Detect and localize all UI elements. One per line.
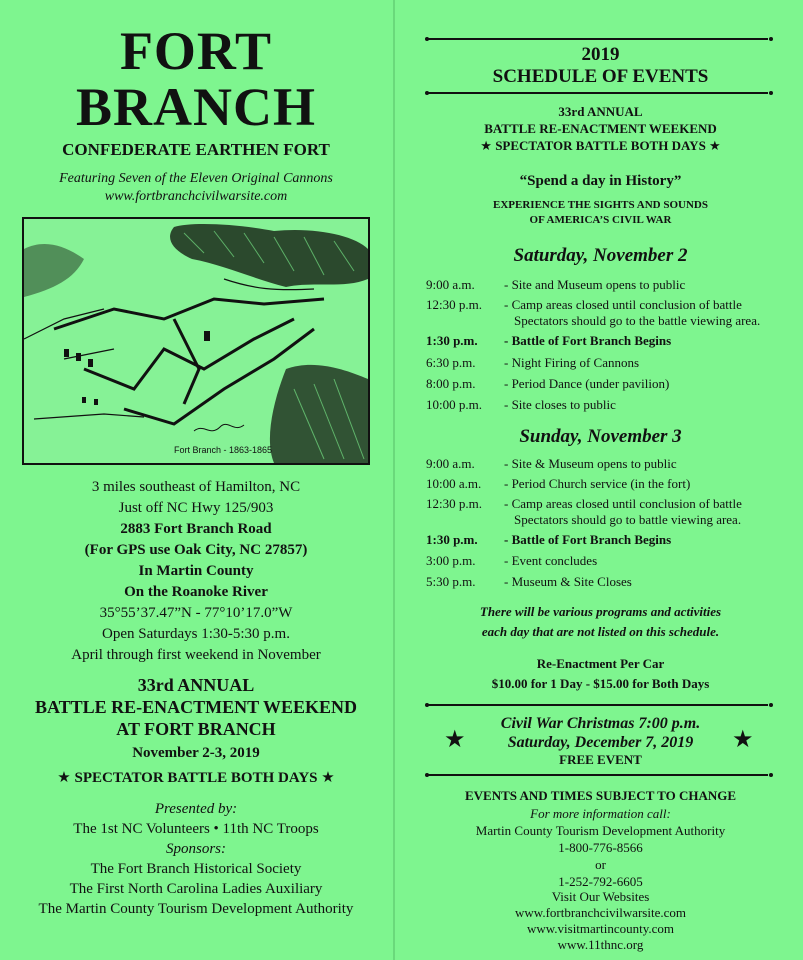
event-desc: - Site and Museum opens to public — [504, 277, 686, 292]
rule-christmas-bottom — [428, 774, 768, 776]
title-line-2: BRANCH — [75, 77, 316, 137]
presented-by-label: Presented by: — [154, 801, 238, 817]
illustration-caption: Fort Branch - 1863-1865 — [174, 445, 273, 455]
featuring-text: Featuring Seven of the Eleven Original Cannons — [59, 171, 333, 186]
event-desc: - Site & Museum opens to public — [504, 456, 677, 471]
website-3: www.11thnc.org — [557, 937, 644, 952]
star-icon: ★ — [732, 725, 754, 753]
rule-dot — [769, 773, 773, 777]
event-desc: - Battle of Fort Branch Begins — [504, 532, 672, 547]
title-line-1: FORT — [119, 21, 273, 81]
saturday-row-2 — [426, 297, 796, 331]
fort-illustration — [22, 217, 370, 465]
schedule-spectator-line — [398, 138, 803, 155]
address: 2883 Fort Branch Road — [120, 521, 272, 537]
sponsor-1: The Fort Branch Historical Society — [90, 861, 302, 877]
schedule-annual-line-2: BATTLE RE-ENACTMENT WEEKEND — [484, 121, 717, 136]
hours: Open Saturdays 1:30-5:30 p.m. — [102, 626, 290, 642]
season: April through first weekend in November — [71, 647, 321, 663]
programs-line-2: each day that are not listed on this schedule. — [481, 624, 720, 639]
experience-line-2: OF AMERICA’S CIVIL WAR — [529, 214, 672, 226]
presenters: The 1st NC Volunteers • 11th NC Troops — [73, 821, 319, 837]
phone-1: 1-800-776-8566 — [558, 840, 643, 855]
event-desc: - Camp areas closed until conclusion of battle — [504, 297, 742, 312]
star-icon: ★ — [57, 768, 71, 786]
schedule-title: SCHEDULE OF EVENTS — [492, 66, 709, 87]
price: $10.00 for 1 Day - $15.00 for Both Days — [491, 676, 710, 691]
sponsor-3: The Martin County Tourism Development Authority — [38, 901, 354, 917]
event-time: 8:00 p.m. — [426, 376, 476, 391]
price-label: Re-Enactment Per Car — [536, 656, 665, 671]
website-2: www.visitmartincounty.com — [526, 921, 675, 936]
more-info: For more information call: — [530, 806, 671, 821]
sunday-heading: Sunday, November 3 — [519, 426, 682, 447]
star-icon: ★ — [444, 725, 466, 753]
event-desc: - Site closes to public — [504, 397, 616, 412]
gps-note: (For GPS use Oak City, NC 27857) — [84, 542, 308, 558]
spectator-text: SPECTATOR BATTLE BOTH DAYS — [74, 770, 318, 786]
rule-dot — [769, 91, 773, 95]
schedule-annual-line-1: 33rd ANNUAL — [558, 104, 643, 119]
sunday-row-3 — [426, 496, 796, 530]
or-text: or — [595, 857, 606, 872]
event-time: 10:00 a.m. — [426, 476, 482, 491]
event-desc-line-2: Spectators should go to the battle viewing area. — [514, 313, 761, 328]
event-desc: - Camp areas closed until conclusion of battle — [504, 496, 742, 511]
event-time: 5:30 p.m. — [426, 574, 476, 589]
rule-under-title — [428, 92, 768, 94]
event-desc: - Battle of Fort Branch Begins — [504, 333, 672, 348]
rule-dot — [425, 703, 429, 707]
rule-christmas-top — [428, 704, 768, 706]
star-icon: ★ — [480, 139, 492, 154]
phone-2: 1-252-792-6605 — [558, 874, 643, 889]
fold-divider — [393, 0, 395, 960]
rule-dot — [425, 37, 429, 41]
event-desc: - Night Firing of Cannons — [504, 355, 640, 370]
quote: “Spend a day in History” — [519, 173, 682, 189]
experience-line-1: EXPERIENCE THE SIGHTS AND SOUNDS — [493, 199, 708, 211]
location-line-1: 3 miles southeast of Hamilton, NC — [91, 479, 301, 495]
saturday-heading: Saturday, November 2 — [513, 245, 688, 266]
left-panel — [0, 0, 392, 960]
right-panel — [398, 0, 803, 960]
rule-dot — [769, 703, 773, 707]
event-desc: - Period Church service (in the fort) — [504, 476, 691, 491]
event-desc-line-2: Spectators should go to battle viewing area. — [514, 512, 742, 527]
county: In Martin County — [138, 563, 254, 579]
event-desc: - Event concludes — [504, 553, 598, 568]
event-desc: - Period Dance (under pavilion) — [504, 376, 670, 391]
free-event: FREE EVENT — [559, 752, 642, 767]
christmas-line-1: Civil War Christmas 7:00 p.m. — [500, 715, 701, 732]
rule-top — [428, 38, 768, 40]
visit-websites: Visit Our Websites — [551, 889, 650, 904]
sponsors-label: Sponsors: — [165, 841, 226, 857]
annual-line-2: BATTLE RE-ENACTMENT WEEKEND — [34, 697, 358, 717]
authority: Martin County Tourism Development Authority — [475, 823, 726, 838]
fort-sketch-icon — [24, 219, 368, 463]
event-time: 9:00 a.m. — [426, 456, 475, 471]
event-time: 9:00 a.m. — [426, 277, 475, 292]
spectator-line — [0, 768, 392, 788]
event-time: 1:30 p.m. — [426, 532, 478, 547]
coordinates: 35°55’37.47”N - 77°10’17.0”W — [99, 605, 293, 621]
event-time: 10:00 p.m. — [426, 397, 482, 412]
annual-line-3: AT FORT BRANCH — [116, 719, 276, 739]
rule-dot — [425, 773, 429, 777]
website-text: www.fortbranchcivilwarsite.com — [104, 189, 288, 204]
website-1: www.fortbranchcivilwarsite.com — [515, 905, 686, 920]
sponsor-2: The First North Carolina Ladies Auxiliary — [69, 881, 323, 897]
subtitle: CONFEDERATE EARTHEN FORT — [62, 140, 330, 159]
schedule-spectator-text: SPECTATOR BATTLE BOTH DAYS — [495, 138, 706, 153]
programs-line-1: There will be various programs and activities — [479, 604, 722, 619]
subject-to-change: EVENTS AND TIMES SUBJECT TO CHANGE — [464, 788, 737, 803]
event-dates: November 2-3, 2019 — [132, 745, 260, 761]
event-time: 12:30 p.m. — [426, 297, 482, 312]
annual-line-1: 33rd ANNUAL — [137, 675, 255, 695]
event-time: 1:30 p.m. — [426, 333, 478, 348]
schedule-year: 2019 — [581, 44, 620, 65]
event-desc: - Museum & Site Closes — [504, 574, 632, 589]
rule-dot — [769, 37, 773, 41]
rule-dot — [425, 91, 429, 95]
christmas-line-2: Saturday, December 7, 2019 — [507, 734, 694, 751]
star-icon: ★ — [709, 139, 721, 154]
event-time: 3:00 p.m. — [426, 553, 476, 568]
event-time: 6:30 p.m. — [426, 355, 476, 370]
star-icon: ★ — [321, 768, 335, 786]
event-time: 12:30 p.m. — [426, 496, 482, 511]
river: On the Roanoke River — [124, 584, 268, 600]
location-line-2: Just off NC Hwy 125/903 — [118, 500, 274, 516]
